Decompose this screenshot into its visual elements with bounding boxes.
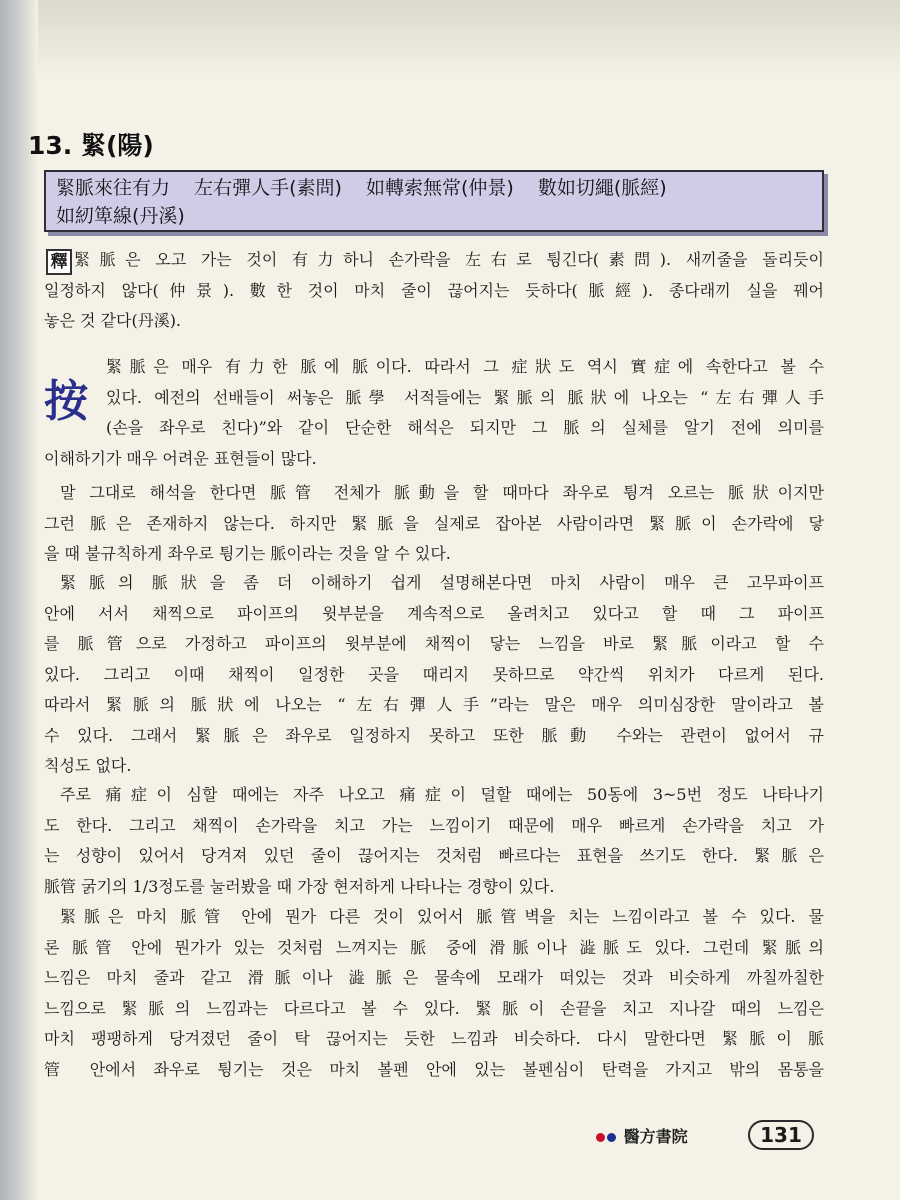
section-heading: 13. 緊(陽) xyxy=(28,131,154,160)
text-line: 는 성향이 있어서 당겨져 있던 줄이 끊어지는 것처럼 빠르다는 표현을 쓰기도 한다. 緊脈은 xyxy=(44,846,824,865)
page-number: 131 xyxy=(748,1120,814,1150)
summary-box xyxy=(44,170,824,232)
text-line: 脈管 굵기의 1/3정도를 눌러봤을 때 가장 현저하게 나타나는 경향이 있다. xyxy=(44,876,555,896)
explain-paragraph xyxy=(44,245,824,337)
text-line: 이해하기가 매우 어려운 표현들이 많다. xyxy=(44,448,317,468)
body-paragraph-3 xyxy=(44,780,824,902)
text-line: 緊脈의 脈狀을 좀 더 이해하기 쉽게 설명해본다면 마치 사람이 매우 큰 고무파이프 xyxy=(60,573,824,592)
book-spine-shadow xyxy=(0,0,38,1200)
body-paragraph-2 xyxy=(44,568,824,782)
publisher-name: 醫方書院 xyxy=(623,1127,688,1146)
text-line: (손을 좌우로 친다)”와 같이 단순한 해석은 되지만 그 脈의 실체를 알기 전에 의미를 xyxy=(106,418,824,437)
logo-dot-icon xyxy=(596,1133,605,1142)
summary-item: 左右彈人手(素問) xyxy=(194,177,342,199)
text-line: 안에 서서 채찍으로 파이프의 윗부분을 계속적으로 올려치고 있다고 할 때 그 파이프 xyxy=(44,603,824,623)
text-line: 느낌으로 緊脈의 느낌과는 다르다고 볼 수 있다. 緊脈이 손끝을 치고 지나갈 때의 느낌은 xyxy=(44,998,824,1018)
text-line: 수 있다. 그래서 緊脈은 좌우로 일정하지 못하고 또한 脈動 수와는 관련이 없어서 규 xyxy=(44,725,824,745)
text-line: 을 때 불규칙하게 좌우로 튕기는 脈이라는 것을 알 수 있다. xyxy=(44,544,451,563)
text-line: 緊脈은 매우 有力한 脈에 脈이다. 따라서 그 症狀도 역시 實症에 속한다고 볼 수 xyxy=(106,357,824,376)
text-line: 있다. 예전의 선배들이 써놓은 脈學 서적들에는 緊脈의 脈狀에 나오는 “左右彈人手 xyxy=(106,387,824,407)
body-paragraph-1 xyxy=(44,478,824,570)
summary-item: 數如切繩(脈經) xyxy=(537,177,667,199)
text-line: 있다. 그리고 이때 채찍이 일정한 곳을 때리지 못하므로 약간씩 위치가 다르게 된다. xyxy=(44,664,824,684)
text-line: 칙성도 없다. xyxy=(44,756,132,775)
book-page xyxy=(28,0,874,1200)
text-line: 주로 痛症이 심할 때에는 자주 나오고 痛症이 덜할 때에는 50동에 3~5번 정도 나타나기 xyxy=(60,785,824,804)
logo-dot-icon xyxy=(607,1133,616,1142)
text-line: 를 脈管으로 가정하고 파이프의 윗부분에 채찍이 닿는 느낌을 바로 緊脈이라고 할 수 xyxy=(44,634,824,653)
publisher-logo xyxy=(596,1124,688,1147)
text-line: 말 그대로 해석을 한다면 脈管 전체가 脈動을 할 때마다 좌우로 튕겨 오르는 脈狀이지만 xyxy=(60,483,824,502)
text-line: 그런 脈은 존재하지 않는다. 하지만 緊脈을 실제로 잡아본 사람이라면 緊脈이 손가락에 닿 xyxy=(44,513,824,533)
summary-item: 如紉箄線(丹溪) xyxy=(56,205,185,227)
text-line: 管 안에서 좌우로 튕기는 것은 마치 볼펜 안에 있는 볼펜심이 탄력을 가지고 밖의 몸통을 xyxy=(44,1059,824,1079)
summary-item: 緊脈來往有力 xyxy=(56,177,171,199)
text-line: 緊脈은 마치 脈管 안에 뭔가 다른 것이 있어서 脈管벽을 치는 느낌이라고 볼 수 있다. 물 xyxy=(60,907,824,926)
text-line: 緊脈은 오고 가는 것이 有力하니 손가락을 左右로 튕긴다(素問). 새끼줄을 돌리듯이 xyxy=(74,250,824,269)
note-paragraph xyxy=(44,352,824,474)
summary-item: 如轉索無常(仲景) xyxy=(365,177,514,199)
body-paragraph-4 xyxy=(44,902,824,1085)
text-line: 론 脈管 안에 뭔가가 있는 것처럼 느껴지는 脈 중에 滑脈이나 澁脈도 있다. 그런데 緊脈의 xyxy=(44,937,824,957)
text-line: 느낌은 마치 줄과 같고 滑脈이나 澁脈은 물속에 모래가 떠있는 것과 비슷하게 까칠까칠한 xyxy=(44,968,824,987)
text-line: 놓은 것 같다(丹溪). xyxy=(44,311,182,330)
text-line: 일정하지 않다(仲景). 數한 것이 마치 줄이 끊어지는 듯하다(脈經). 종다래끼 실을 꿰어 xyxy=(44,280,824,300)
text-line: 도 한다. 그리고 채찍이 손가락을 치고 가는 느낌이기 때문에 매우 빠르게 손가락을 치고 가 xyxy=(44,815,824,835)
text-line: 마치 팽팽하게 당겨졌던 줄이 탁 끊어지는 듯한 느낌과 비슷하다. 다시 말한다면 緊脈이 脈 xyxy=(44,1029,824,1048)
explain-marker-icon: 釋 xyxy=(46,249,72,275)
note-marker-icon: 按 xyxy=(44,376,88,427)
text-line: 따라서 緊脈의 脈狀에 나오는 “左右彈人手”라는 말은 매우 의미심장한 말이라고 볼 xyxy=(44,695,824,714)
